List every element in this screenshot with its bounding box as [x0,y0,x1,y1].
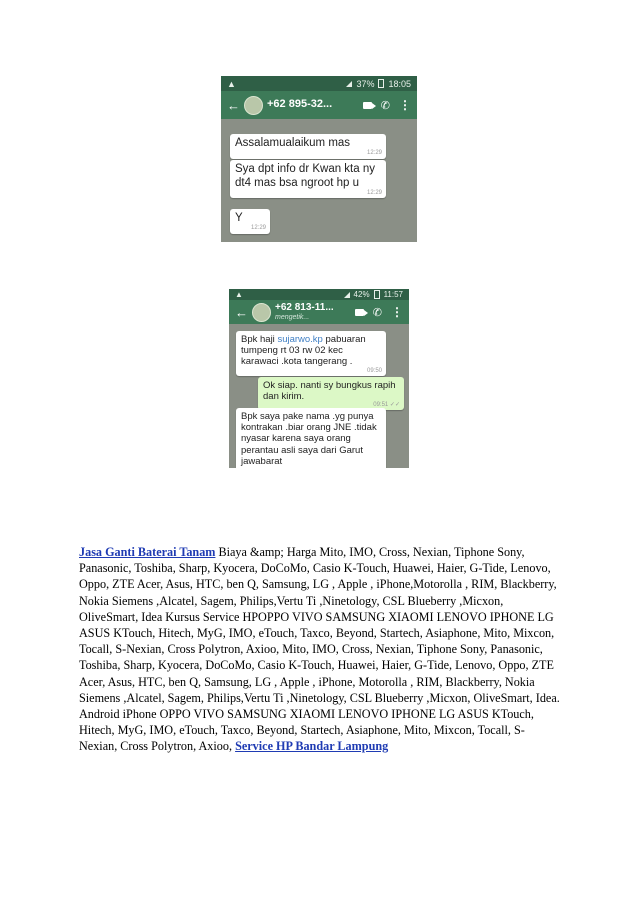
message-text: Bpk haji [241,334,278,345]
clock: 18:05 [388,78,411,89]
signal-icon [344,292,350,298]
back-arrow-icon[interactable]: ← [235,304,248,320]
message-bubble[interactable] [236,408,386,468]
status-bar [221,76,417,91]
message-time: 12:29 [366,190,382,197]
message-time: 09:51 ✓✓ [373,402,400,409]
more-options-icon[interactable]: ⋮ [391,305,403,319]
phone-icon[interactable]: ✆ [372,306,382,319]
message-time: 12:29 [250,225,266,232]
notification-icon: ▲ [227,78,236,89]
message-text: Bpk saya pake nama .yg punya kontrakan .biar orang JNE .tidak nyasar karena saya orang perantau asli saya dari Garut jawabarat [241,411,377,467]
message-bubble[interactable] [230,209,270,234]
message-time: 12:29 [366,150,382,157]
video-call-icon[interactable] [363,102,372,109]
article-paragraph [79,544,561,755]
message-link[interactable]: sujarwo.kp [277,334,323,345]
message-text: Y [235,212,243,224]
more-options-icon[interactable]: ⋮ [399,98,411,112]
article-body: Biaya &amp; Harga Mito, IMO, Cross, Nexian, Tiphone Sony, Panasonic, Toshiba, Sharp, Kyocera, DoCoMo, Casio K-Touch, Huawei, Haier, G-Tide, Lenovo, Oppo, ZTE Acer, Asus, HTC, ben Q, Samsung, LG , Apple , iPhone,Motorolla , RIM, Blackberry, Nokia Siemens ,Alcatel, Sagem, Philips,Vertu Ti ,Ninetology, CSL Blueberry ,Micxon, OliveSmart, Idea Kursus Service HPOPPO VIVO SAMSUNG XIAOMI LENOVO IPHONE LG ASUS KTouch, Hitech, MyG, IMO, eTouch, Taxco, Beyond, Startech, Asiaphone, Mito, Mixcon, Tocall, S-Nexian, Cross Polytron, Axioo, Mito, IMO, Cross, Nexian, Tiphone Sony, Panasonic, Toshiba, Sharp, Kyocera, DoCoMo, Casio K-Touch, Huawei, Haier, G-Tide, Lenovo, Oppo, ZTE Acer, Asus, HTC, ben Q, Samsung, LG , Apple , iPhone, Motorolla , RIM, Blackberry, Nokia Siemens ,Alcatel, Sagem, Philips,Vertu Ti ,Ninetology, CSL Blueberry ,Micxon, OliveSmart, Idea. Android iPhone OPPO VIVO SAMSUNG XIAOMI LENOVO IPHONE LG ASUS KTouch, Hitech, MyG, IMO, eTouch, Taxco, Beyond, Startech, Asiaphone, Mito, Mixcon, Tocall, S-Nexian, Cross Polytron, Axioo, [79,545,560,754]
avatar[interactable] [252,303,271,322]
battery-icon [378,79,384,88]
chat-header [221,91,417,119]
avatar[interactable] [244,96,263,115]
chat-screenshot-1 [221,76,417,242]
chat-header [229,300,409,324]
link-jasa-ganti-baterai[interactable]: Jasa Ganti Baterai Tanam [79,545,216,559]
contact-name[interactable]: +62 895-32... [267,98,333,111]
back-arrow-icon[interactable]: ← [227,97,240,113]
video-call-icon[interactable] [355,309,364,316]
message-text: Ok siap. nanti sy bungkus rapih dan kirim. [263,380,396,403]
message-text: Assalamualaikum mas [235,137,351,149]
status-bar [229,289,409,300]
message-bubble[interactable] [230,134,386,159]
clock: 11:57 [383,290,403,299]
battery-percent: 42% [353,290,370,299]
signal-icon [346,81,352,87]
message-text: pabuaran tumpeng rt 03 rw 02 kec karawaci .kota tangerang . [241,334,366,368]
contact-name[interactable]: +62 813-11... [275,302,334,314]
message-bubble-outgoing[interactable] [258,377,404,410]
notification-icon: ▲ [235,290,243,299]
typing-status: mengetik... [275,313,310,321]
battery-icon [374,290,380,299]
message-bubble[interactable] [230,160,386,198]
message-time: 09:50 [366,367,382,374]
message-text: Sya dpt info dr Kwan kta ny dt4 mas bsa ngroot hp u [235,163,375,189]
phone-icon[interactable]: ✆ [380,99,390,112]
message-bubble[interactable] [236,331,386,376]
chat-screenshot-2 [229,289,409,468]
link-service-hp-bandar-lampung[interactable]: Service HP Bandar Lampung [235,739,389,754]
battery-percent: 37% [356,78,375,89]
